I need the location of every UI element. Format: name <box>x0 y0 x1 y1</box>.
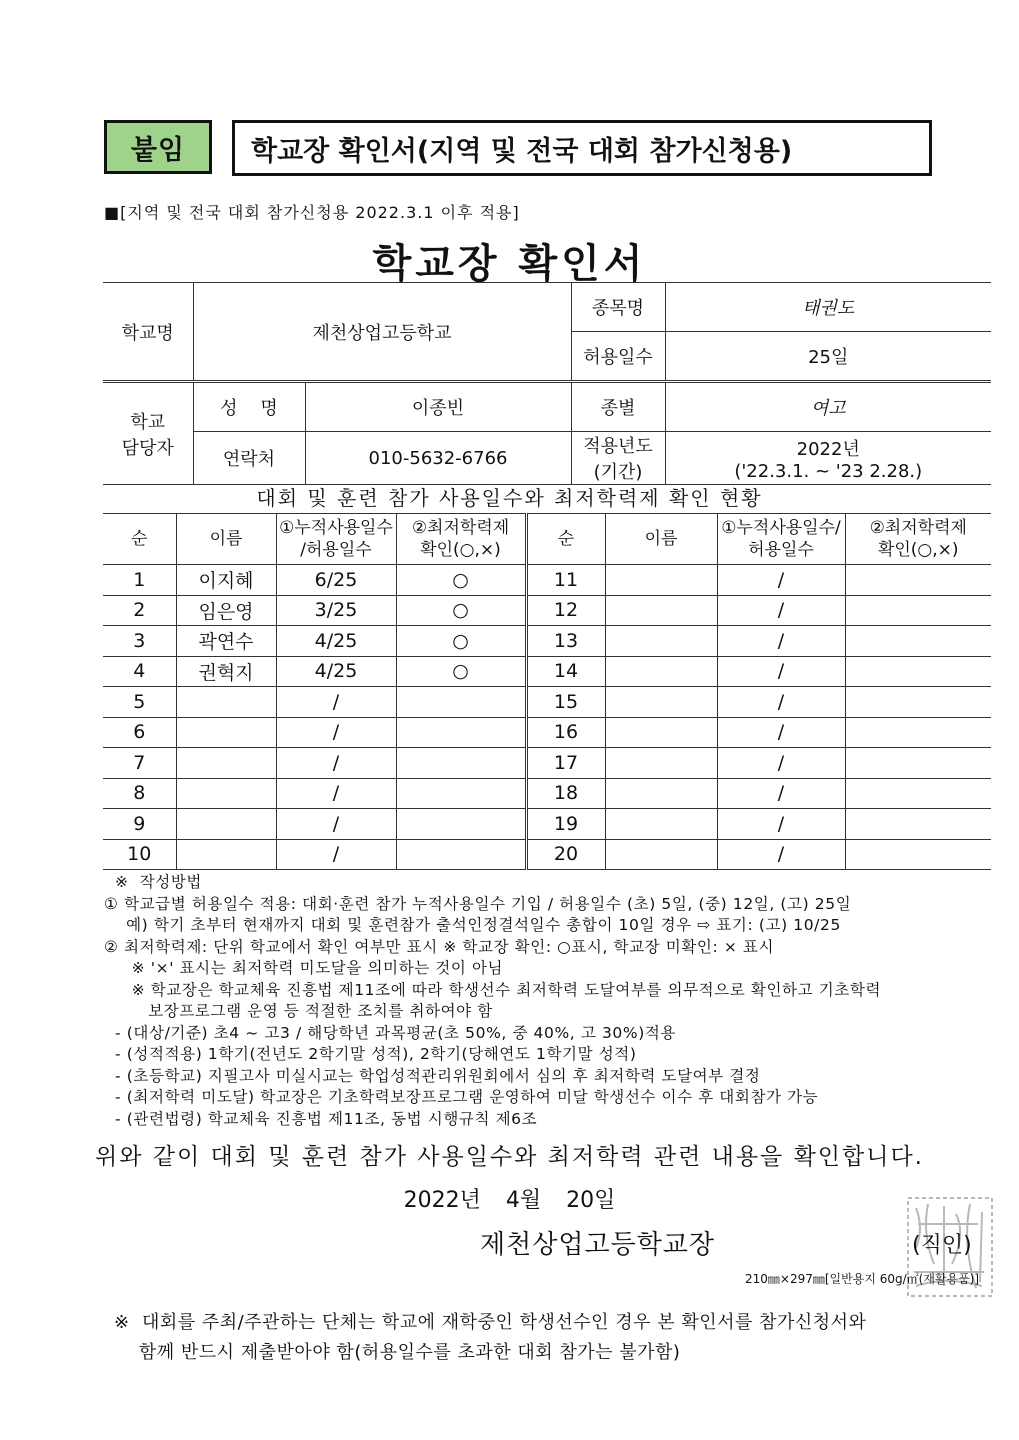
name-label: 성 명 <box>193 382 305 432</box>
athlete-name: 권혁지 <box>176 656 276 687</box>
row-number: 18 <box>526 778 605 809</box>
academic-check <box>845 748 991 779</box>
athlete-name <box>176 778 276 809</box>
school-name-label: 학교명 <box>103 283 193 382</box>
allowed-days-label: 허용일수 <box>571 332 665 382</box>
days-used: / <box>276 839 396 870</box>
row-number: 11 <box>526 565 605 596</box>
athlete-name: 이지혜 <box>176 565 276 596</box>
athlete-name: 임은영 <box>176 595 276 626</box>
sport-label: 종목명 <box>571 283 665 332</box>
note-line: 예) 학기 초부터 현재까지 대회 및 훈련참가 출석인정결석일수 총합이 10일 경우 ⇨ 표기: (고) 10/25 <box>104 916 841 934</box>
athlete-name <box>176 839 276 870</box>
athlete-name <box>176 687 276 718</box>
col-name: 이름 <box>176 514 276 565</box>
row-number: 4 <box>103 656 176 687</box>
academic-check: ○ <box>396 656 526 687</box>
attachment-badge: 붙임 <box>104 120 212 174</box>
athlete-name <box>605 748 717 779</box>
note-line: - (최저학력 미도달) 학교장은 기초학력보장프로그램 운영하여 미달 학생선수 이수 후 대회참가 가능 <box>104 1088 819 1106</box>
page-title: 학교장 확인서 <box>372 241 647 287</box>
category-label: 종별 <box>571 382 665 432</box>
row-number: 1 <box>103 565 176 596</box>
col-name-right: 이름 <box>605 514 717 565</box>
days-used: / <box>717 626 845 657</box>
days-used: / <box>717 717 845 748</box>
table-row <box>103 778 991 809</box>
note-line: ② 최저학력제: 단위 학교에서 확인 여부만 표시 ※ 학교장 확인: ○표시, 학교장 미확인: × 표시 <box>104 937 775 956</box>
section-title: 대회 및 훈련 참가 사용일수와 최저학력제 확인 현황 <box>256 486 763 510</box>
table-row <box>103 687 991 718</box>
academic-check <box>845 687 991 718</box>
note-line: - (대상/기준) 초4 ~ 고3 / 해당학년 과목평균(초 50%, 중 40%, 고 30%)적용 <box>104 1023 677 1042</box>
row-number: 14 <box>526 656 605 687</box>
school-info-table <box>103 282 991 485</box>
row-number: 17 <box>526 748 605 779</box>
academic-check <box>396 748 526 779</box>
col-academic-right: ②최저학력제 확인(○,×) <box>845 514 991 565</box>
table-row <box>103 626 991 657</box>
days-used: 4/25 <box>276 626 396 657</box>
academic-check <box>396 687 526 718</box>
writing-instructions <box>104 872 994 1130</box>
days-used: / <box>276 778 396 809</box>
athlete-name <box>605 809 717 840</box>
row-number: 8 <box>103 778 176 809</box>
academic-check <box>396 778 526 809</box>
athlete-name <box>605 717 717 748</box>
academic-check <box>845 626 991 657</box>
athlete-name <box>176 748 276 779</box>
academic-check: ○ <box>396 565 526 596</box>
days-used: / <box>717 748 845 779</box>
table-row <box>103 595 991 626</box>
athlete-name <box>605 565 717 596</box>
allowed-days-value: 25일 <box>665 332 991 382</box>
athlete-name <box>605 687 717 718</box>
confirmation-statement: 위와 같이 대회 및 훈련 참가 사용일수와 최저학력 관련 내용을 확인합니다. <box>95 1144 924 1170</box>
days-used: / <box>717 656 845 687</box>
phone-label: 연락처 <box>193 432 305 485</box>
name-value: 이종빈 <box>305 382 571 432</box>
athlete-name: 곽연수 <box>176 626 276 657</box>
sport-value: 태권도 <box>665 283 991 332</box>
applicability-note: ■[지역 및 전국 대회 참가신청용 2022.3.1 이후 적용] <box>104 203 520 222</box>
issue-date: 2022년 4월 20일 <box>403 1188 616 1213</box>
athlete-name <box>605 626 717 657</box>
row-number: 10 <box>103 839 176 870</box>
academic-check <box>845 839 991 870</box>
academic-check <box>396 809 526 840</box>
table-row <box>103 656 991 687</box>
document-header-title: 학교장 확인서(지역 및 전국 대회 참가신청용) <box>232 120 932 176</box>
table-row <box>103 565 991 596</box>
row-number: 5 <box>103 687 176 718</box>
days-used: / <box>717 565 845 596</box>
paper-spec: 210㎜×297㎜[일반용지 60g/㎡(재활용품)] <box>745 1272 980 1286</box>
academic-check <box>396 717 526 748</box>
phone-value: 010-5632-6766 <box>305 432 571 485</box>
col-no-right: 순 <box>526 514 605 565</box>
col-no: 순 <box>103 514 176 565</box>
note-line: ※ '×' 표시는 최저학력 미도달을 의미하는 것이 아님 <box>104 959 504 977</box>
athlete-name <box>605 839 717 870</box>
row-number: 13 <box>526 626 605 657</box>
days-used: / <box>276 809 396 840</box>
athlete-table <box>103 513 991 870</box>
days-used: 3/25 <box>276 595 396 626</box>
row-number: 16 <box>526 717 605 748</box>
note-line: - (성적적용) 1학기(전년도 2학기말 성적), 2학기(당해연도 1학기말 성적) <box>104 1045 637 1063</box>
year-value: 2022년 ('22.3.1. ~ '23 2.28.) <box>665 432 991 485</box>
table-row <box>103 839 991 870</box>
row-number: 20 <box>526 839 605 870</box>
col-days: ①누적사용일수 /허용일수 <box>276 514 396 565</box>
days-used: / <box>717 687 845 718</box>
category-value: 여고 <box>665 382 991 432</box>
academic-check <box>845 595 991 626</box>
col-academic: ②최저학력제 확인(○,×) <box>396 514 526 565</box>
contact-person-label: 학교 담당자 <box>103 382 193 485</box>
row-number: 6 <box>103 717 176 748</box>
footer-note: ※ 대회를 주최/주관하는 단체는 학교에 재학중인 학생선수인 경우 본 확인서를 참가신청서와 함께 반드시 제출받아야 함(허용일수를 초과한 대회 참가는 불가함) <box>114 1312 867 1363</box>
year-label: 적용년도 (기간) <box>571 432 665 485</box>
row-number: 3 <box>103 626 176 657</box>
days-used: / <box>717 778 845 809</box>
seal-label: (직인) <box>912 1233 972 1258</box>
row-number: 15 <box>526 687 605 718</box>
row-number: 9 <box>103 809 176 840</box>
academic-check <box>845 778 991 809</box>
days-used: 4/25 <box>276 656 396 687</box>
athlete-name <box>176 809 276 840</box>
note-line: - (초등학교) 지필고사 미실시교는 학업성적관리위원회에서 심의 후 최저학력 도달여부 결정 <box>104 1066 761 1085</box>
academic-check <box>845 809 991 840</box>
athlete-name <box>176 717 276 748</box>
school-name-value: 제천상업고등학교 <box>193 283 571 382</box>
table-row <box>103 809 991 840</box>
note-line: ※ 작성방법 <box>104 873 202 891</box>
academic-check: ○ <box>396 626 526 657</box>
principal-title: 제천상업고등학교장 <box>480 1230 716 1260</box>
academic-check <box>845 565 991 596</box>
athlete-name <box>605 656 717 687</box>
table-row <box>103 748 991 779</box>
note-line: 보장프로그램 운영 등 적절한 조치를 취하여야 함 <box>104 1002 493 1020</box>
note-line: - (관련법령) 학교체육 진흥법 제11조, 동법 시행규칙 제6조 <box>104 1109 538 1128</box>
col-days-right: ①누적사용일수/ 허용일수 <box>717 514 845 565</box>
athlete-name <box>605 778 717 809</box>
academic-check <box>845 717 991 748</box>
row-number: 19 <box>526 809 605 840</box>
days-used: 6/25 <box>276 565 396 596</box>
days-used: / <box>717 839 845 870</box>
note-line: ※ 학교장은 학교체육 진흥법 제11조에 따라 학생선수 최저학력 도달여부를 의무적으로 확인하고 기초학력 <box>104 980 882 999</box>
athlete-name <box>605 595 717 626</box>
days-used: / <box>276 748 396 779</box>
row-number: 12 <box>526 595 605 626</box>
academic-check <box>845 656 991 687</box>
academic-check <box>396 839 526 870</box>
days-used: / <box>276 687 396 718</box>
academic-check: ○ <box>396 595 526 626</box>
days-used: / <box>276 717 396 748</box>
table-row <box>103 717 991 748</box>
note-line: ① 학교급별 허용일수 적용: 대회·훈련 참가 누적사용일수 기입 / 허용일수 (초) 5일, (중) 12일, (고) 25일 <box>104 894 852 913</box>
days-used: / <box>717 595 845 626</box>
days-used: / <box>717 809 845 840</box>
row-number: 7 <box>103 748 176 779</box>
row-number: 2 <box>103 595 176 626</box>
